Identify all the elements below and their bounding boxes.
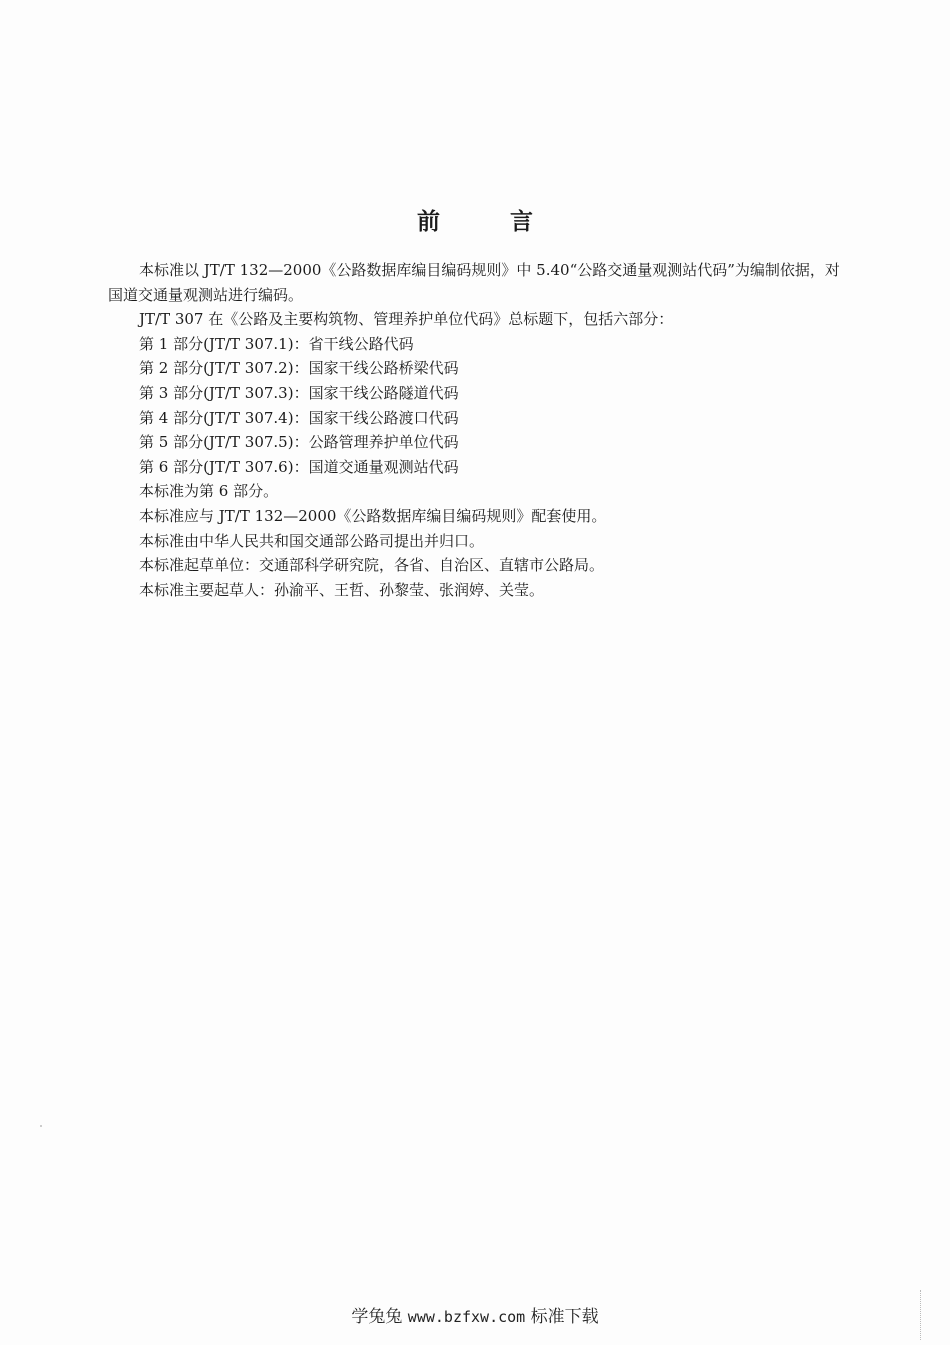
paragraph-drafters: 本标准主要起草人：孙渝平、王哲、孙黎莹、张润婷、关莹。 xyxy=(139,580,545,599)
list-item-part-2: 第 2 部分(JT/T 307.2)：国家干线公路桥梁代码 xyxy=(139,359,459,378)
paragraph-drafting-units: 本标准起草单位：交通部科学研究院，各省、自治区、直辖市公路局。 xyxy=(139,556,605,575)
list-item-part-3: 第 3 部分(JT/T 307.3)：国家干线公路隧道代码 xyxy=(139,383,459,402)
paragraph-usage: 本标准应与 JT/T 132—2000《公路数据库编目编码规则》配套使用。 xyxy=(139,506,607,525)
list-item-part-5: 第 5 部分(JT/T 307.5)：公路管理养护单位代码 xyxy=(139,433,459,452)
page-title xyxy=(0,203,950,236)
title-char-1: 前 xyxy=(417,209,440,235)
paragraph-structure: JT/T 307 在《公路及主要构筑物、管理养护单位代码》总标题下，包括六部分： xyxy=(139,310,674,329)
footer-site-name: 学兔兔 xyxy=(351,1307,403,1327)
list-item-part-1: 第 1 部分(JT/T 307.1)：省干线公路代码 xyxy=(139,334,414,353)
footer-url[interactable]: www.bzfxw.com xyxy=(407,1308,526,1326)
paragraph-proposer: 本标准由中华人民共和国交通部公路司提出并归口。 xyxy=(139,531,485,550)
footer-tagline: 标准下载 xyxy=(530,1307,599,1327)
paragraph-basis: 本标准以 JT/T 132—2000《公路数据库编目编码规则》中 5.40“公路交通量观测站代码”为编制依据，对国道交通量观测站进行编码。 xyxy=(108,261,840,304)
paragraph-part-note: 本标准为第 6 部分。 xyxy=(139,482,279,501)
title-char-2: 言 xyxy=(510,209,533,235)
foreword-body xyxy=(108,258,848,602)
list-item-part-4: 第 4 部分(JT/T 307.4)：国家干线公路渡口代码 xyxy=(139,408,459,427)
scan-speck xyxy=(40,1125,42,1127)
footer-watermark xyxy=(0,1302,950,1327)
list-item-part-6: 第 6 部分(JT/T 307.6)：国道交通量观测站代码 xyxy=(139,457,459,476)
